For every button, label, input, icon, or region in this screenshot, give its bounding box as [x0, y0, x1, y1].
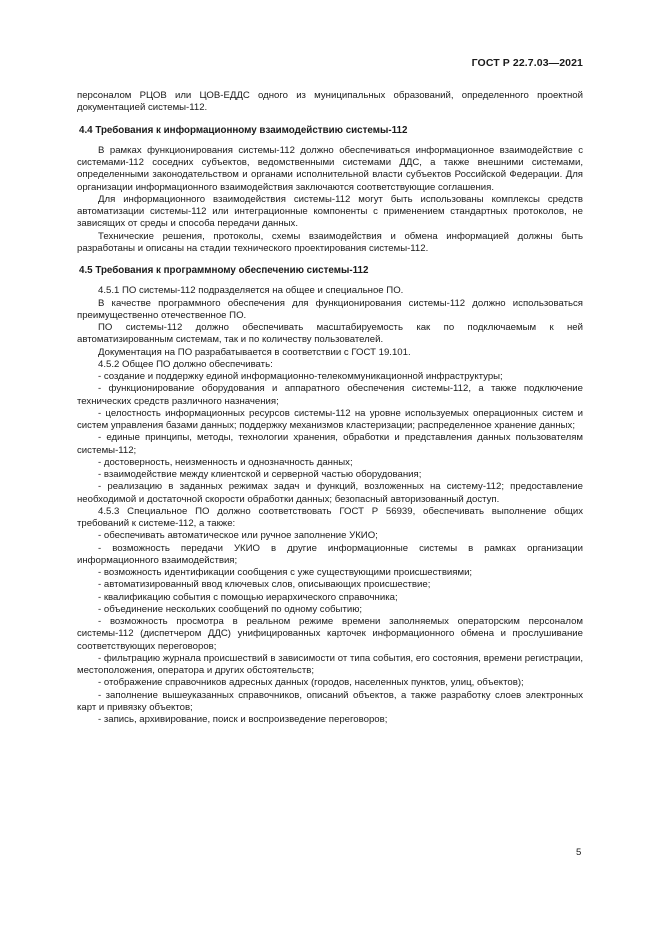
- list-item: - создание и поддержку единой информационно-телекоммуникационной инфраструктуры;: [98, 371, 503, 382]
- list-item: - функционирование оборудования и аппаратного обеспечения системы-112, а также подключение технических средств различного назначения;: [77, 383, 583, 407]
- paragraph: 4.5.3 Специальное ПО должно соответствовать ГОСТ Р 56939, обеспечивать выполнение общих требований к системе-112, а также:: [77, 505, 583, 529]
- list-item: - возможность передачи УКИО в другие информационные системы в рамках организации информационного взаимодействия;: [77, 542, 583, 566]
- paragraph: персоналом РЦОВ или ЦОВ-ЕДДС одного из муниципальных образований, определенного проектной документацией системы-112.: [77, 90, 583, 114]
- list-item: - квалификацию события с помощью иерархического справочника;: [98, 591, 398, 603]
- list-item: - запись, архивирование, поиск и воспроизведение переговоров;: [98, 714, 388, 725]
- section-heading-4-4: 4.4 Требования к информационному взаимодействию системы-112: [79, 124, 408, 136]
- list-item: - обеспечивать автоматическое или ручное заполнение УКИО;: [98, 530, 378, 542]
- paragraph: В качестве программного обеспечения для функционирования системы-112 должно использоваться преимущественно отечественное ПО.: [77, 297, 583, 321]
- paragraph: Документация на ПО разрабатывается в соответствии с ГОСТ 19.101.: [98, 346, 411, 358]
- list-item: - отображение справочников адресных данных (городов, населенных пунктов, улиц, объектов);: [98, 677, 524, 689]
- list-item: - возможность просмотра в реальном режиме времени заполняемых операторским персоналом системы-112 (диспетчером ДДС) унифицированных карточек информационного обмена и прослушивание соответствующих переговоров;: [77, 616, 583, 652]
- document-body: [77, 90, 583, 726]
- list-item: - объединение нескольких сообщений по одному событию;: [98, 603, 363, 615]
- paragraph: Для информационного взаимодействия системы-112 могут быть использованы комплексы средств автоматизации системы-112 или интеграционные компоненты с применением стандартных протоколов, не зависящих от среды и способа передачи данных.: [77, 193, 583, 230]
- section-heading-4-5: 4.5 Требования к программному обеспечению системы-112: [79, 265, 369, 276]
- list-item: - целостность информационных ресурсов системы-112 на уровне используемых операционных систем и систем управления базами данных; поддержку механизмов кластеризации; распределенное хранение данных;: [77, 407, 583, 431]
- list-item: - реализацию в заданных режимах задач и функций, возложенных на систему-112; предоставление необходимой и достаточной скорости обработки данных; безопасный авторизованный доступ.: [77, 481, 583, 505]
- list-item: - автоматизированный ввод ключевых слов, описывающих происшествие;: [98, 579, 431, 591]
- list-item: - единые принципы, методы, технологии хранения, обработки и представления данных пользователям системы-112;: [77, 432, 583, 456]
- paragraph: Технические решения, протоколы, схемы взаимодействия и обмена информацией должны быть разработаны и описаны на стадии технического проектирования системы-112.: [77, 230, 583, 254]
- list-item: - фильтрацию журнала происшествий в зависимости от типа события, его состояния, времени регистрации, местоположения, оператора и других обстоятельств;: [77, 652, 583, 676]
- paragraph: В рамках функционирования системы-112 должно обеспечиваться информационное взаимодействие с системами-112 соседних субъектов, ведомственными системами ДДС, а также внешними системами, определенными законодательством и органами исполнительной власти субъектов Российской Федерации. Для организации информационного взаимодействия заключаются соответствующие соглашения.: [77, 144, 583, 193]
- paragraph: ПО системы-112 должно обеспечивать масштабируемость как по подключаемым к ней автоматизированным системам, так и по количеству пользователей.: [77, 322, 583, 346]
- list-item: - взаимодействие между клиентской и серверной частью оборудования;: [98, 469, 422, 480]
- list-item: - заполнение вышеуказанных справочников, описаний объектов, а также разработку слоев электронных карт и привязку объектов;: [77, 689, 583, 713]
- paragraph: 4.5.1 ПО системы-112 подразделяется на общее и специальное ПО.: [98, 285, 404, 297]
- document-code-header: ГОСТ Р 22.7.03—2021: [471, 57, 583, 69]
- list-item: - возможность идентификации сообщения с уже существующими происшествиями;: [98, 567, 473, 578]
- page-number: 5: [576, 847, 582, 858]
- paragraph: 4.5.2 Общее ПО должно обеспечивать:: [98, 358, 273, 370]
- list-item: - достоверность, неизменность и однозначность данных;: [98, 456, 353, 468]
